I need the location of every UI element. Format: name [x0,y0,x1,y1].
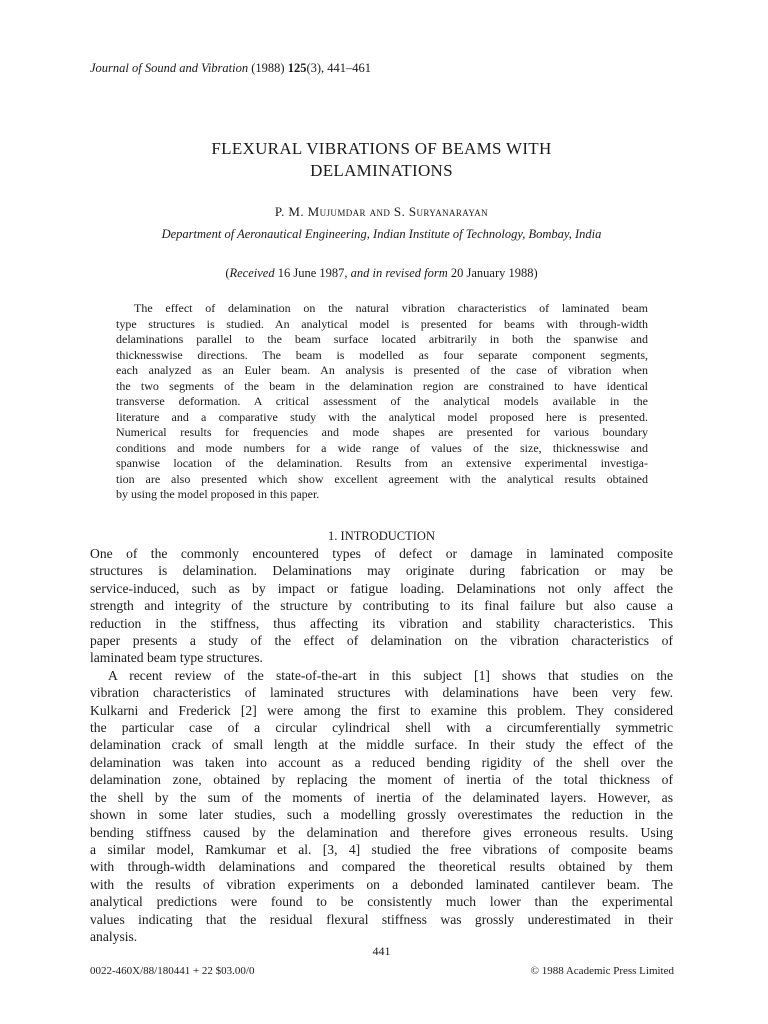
journal-name: Journal of Sound and Vibration [90,61,249,75]
page-number: 441 [372,944,391,958]
body-line: values indicating that the residual flexural stiffness was grossly underestimated in their [90,911,673,927]
body-line: strength and integrity of the structure by contributing to its final failure but also cause a [90,598,673,614]
received-dates: (Received 16 June 1987, and in revised form 20 January 1988) [225,266,538,280]
section-heading-introduction: 1. INTRODUCTION [328,529,435,543]
introduction-body [90,545,673,945]
body-line: laminated beam type structures. [90,650,263,666]
body-line: One of the commonly encountered types of defect or damage in laminated composite [90,546,673,561]
abstract-line: delaminations parallel to the beam surface located arbitrarily in both the spanwise and [116,332,648,346]
abstract-line: by using the model proposed in this paper. [116,487,320,501]
journal-volume: 125 [287,61,307,75]
body-line: delamination was taken into account as a reduced bending rigidity of the shell over the [90,754,673,770]
journal-issue-pages: (3), 441–461 [306,61,372,75]
abstract [116,301,648,503]
body-line: service-induced, such as by impact or fatigue loading. Delaminations not only affect the [90,580,673,596]
body-line: the shell by the sum of the moments of inertia of the delaminated layers. However, as [90,789,673,805]
journal-citation [90,60,371,76]
body-line: with through-width delaminations and compared the theoretical results obtained by them [90,859,673,875]
abstract-line: thicknesswise directions. The beam is modelled as four separate component segments, [116,347,648,362]
abstract-line: The effect of delamination on the natural vibration characteristics of laminated beam [134,301,648,315]
abstract-line: literature and a comparative study with the analytical model proposed here is presented. [116,409,648,424]
body-line: structures is delamination. Delaminations may originate during fabrication or may be [90,563,673,579]
paper-title-line-1: FLEXURAL VIBRATIONS OF BEAMS WITH [211,139,552,158]
abstract-line: type structures is studied. An analytical model is presented for beams with through-width [116,316,648,331]
received-date: 16 June 1987, [274,266,351,280]
footer-copyright: © 1988 Academic Press Limited [530,965,674,977]
received-label: Received [229,266,275,280]
body-line: analytical predictions were found to be consistently much lower than the experimental [90,894,673,910]
body-line: shown in some later studies, such a modelling grossly overestimates the reduction in the [90,807,673,823]
paper-title [90,138,673,182]
journal-year: (1988) [248,61,288,75]
revised-label: and in revised form [350,266,448,280]
abstract-line: transverse deformation. A critical assessment of the analytical models available in the [116,394,648,408]
abstract-line: each analyzed as an Euler beam. An analysis is presented of the case of vibration when [116,363,648,377]
abstract-line: Numerical results for frequencies and mode shapes are presented for various boundary [116,425,648,439]
body-line: a similar model, Ramkumar et al. [3, 4] studied the free vibrations of composite beams [90,841,673,857]
body-line: delamination crack of small length at the middle surface. In their study the effect of the [90,737,673,753]
body-line: A recent review of the state-of-the-art in this subject [1] shows that studies on the [108,667,673,683]
body-line: Kulkarni and Frederick [2] were among the first to examine this problem. They considered [90,702,673,718]
paper-title-line-2: DELAMINATIONS [310,161,453,180]
body-line: bending stiffness caused by the delamination and therefore gives erroneous results. Using [90,824,673,840]
body-line: reduction in the stiffness, thus affecting its vibration and stability characteristics. This [90,615,673,631]
author-affiliation: Department of Aeronautical Engineering, Indian Institute of Technology, Bombay, India [161,227,602,241]
paper-authors: P. M. Mujumdar and S. Suryanarayan [274,204,489,219]
body-line: with the results of vibration experiments on a debonded laminated cantilever beam. The [90,876,673,892]
abstract-line: the two segments of the beam in the delamination region are constrained to have identical [116,378,648,393]
body-line: paper presents a study of the effect of delamination on the vibration characteristics of [90,633,673,649]
abstract-line: tion are also presented which show excellent agreement with the analytical results obtained [116,471,648,486]
abstract-line: spanwise location of the delamination. Results from an extensive experimental investiga- [116,456,648,470]
abstract-line: conditions and mode numbers for a wide range of values of the size, thicknesswise and [116,440,648,455]
revised-date: 20 January [447,266,509,280]
body-line: delamination zone, obtained by replacing the moment of inertia of the total thickness of [90,772,673,788]
body-line: analysis. [90,928,138,944]
footer-issn-code: 0022-460X/88/180441 + 22 $03.00/0 [90,965,255,977]
body-line: vibration characteristics of laminated structures with delaminations have been very few. [90,685,673,701]
body-line: the particular case of a circular cylindrical shell with a circumferentially symmetric [90,720,673,736]
